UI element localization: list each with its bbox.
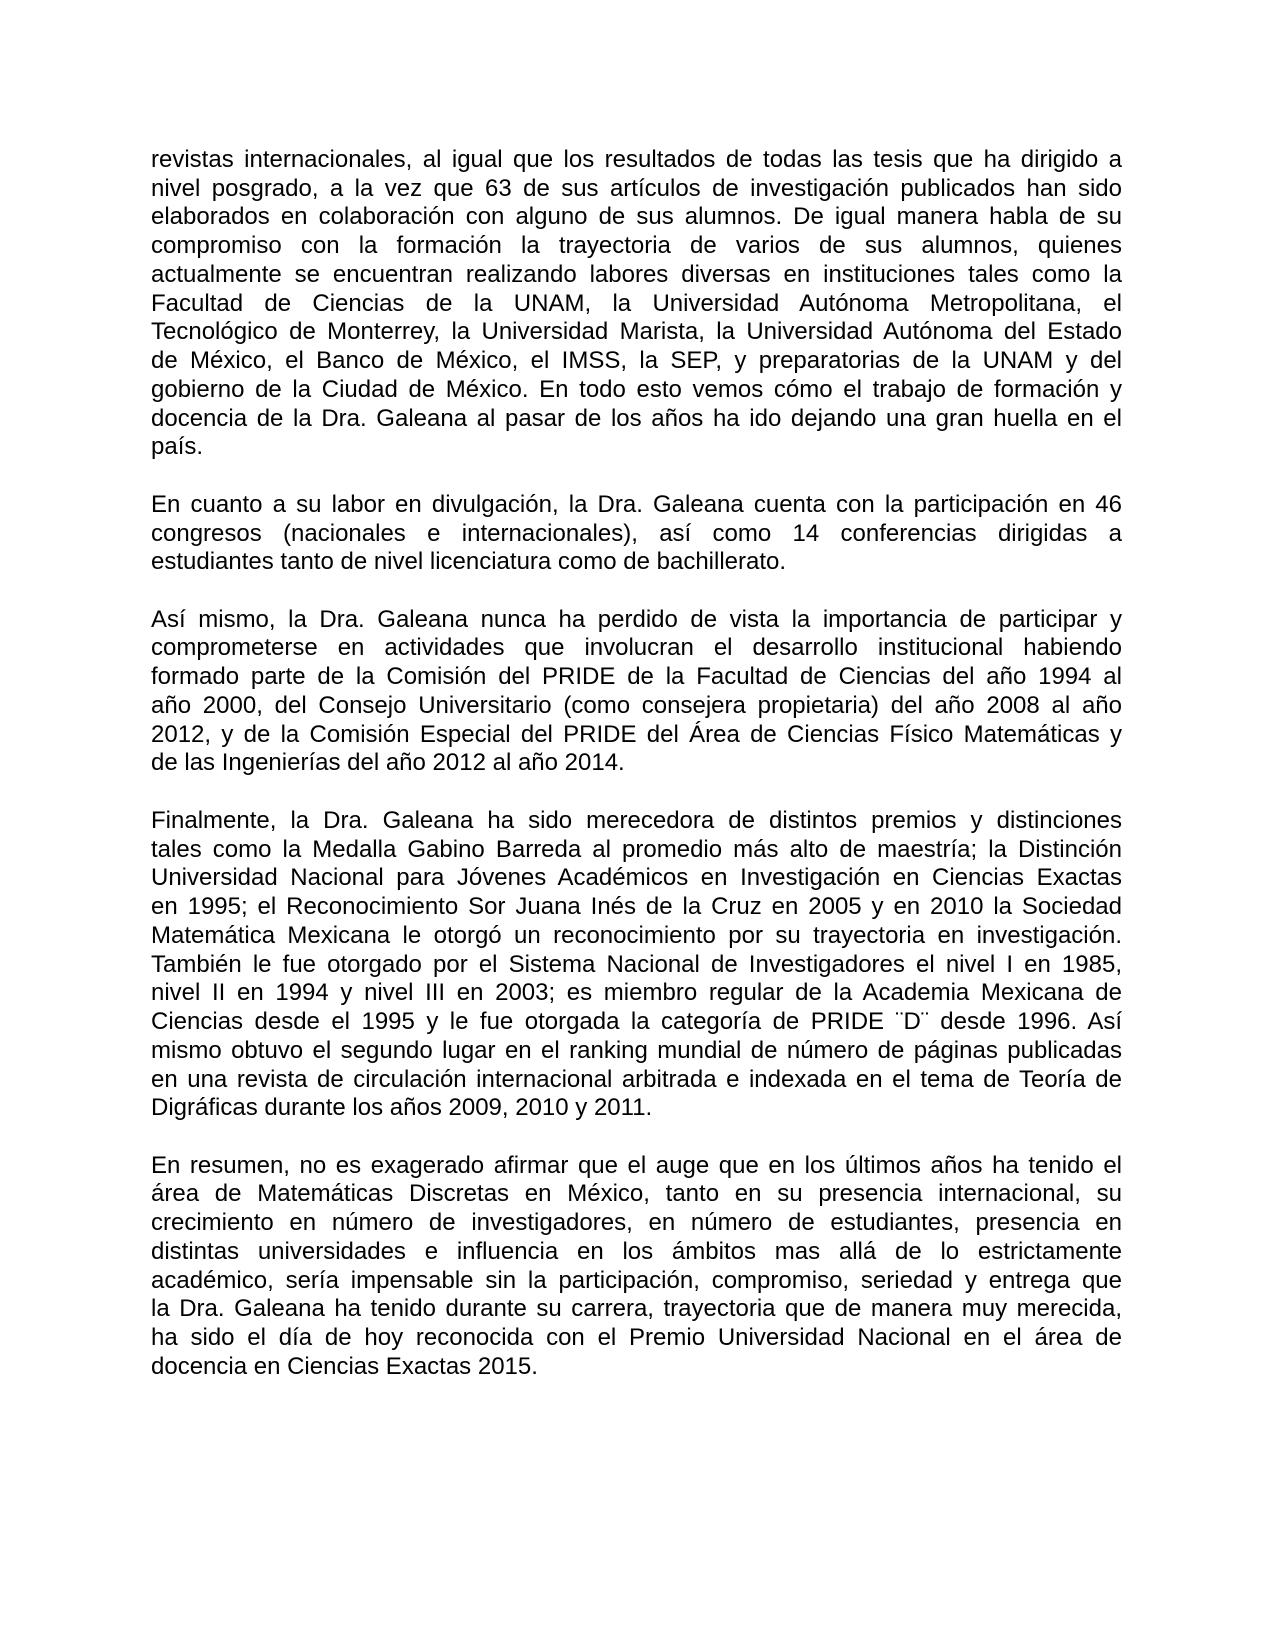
text-line: nivel posgrado, a la vez que 63 de sus artículos de investigación publicados han sido bbox=[151, 174, 1122, 202]
text-line: Digráficas durante los años 2009, 2010 y 2011. bbox=[151, 1094, 653, 1122]
text-line: Matemática Mexicana le otorgó un reconocimiento por su trayectoria en investigación. bbox=[151, 921, 1122, 949]
text-line: año 2000, del Consejo Universitario (como consejera propietaria) del año 2008 al año bbox=[151, 691, 1122, 719]
text-line: estudiantes tanto de nivel licenciatura como de bachillerato. bbox=[151, 548, 787, 576]
text-line: en 1995; el Reconocimiento Sor Juana Inés de la Cruz en 2005 y en 2010 la Sociedad bbox=[151, 893, 1122, 921]
text-line: área de Matemáticas Discretas en México, tanto en su presencia internacional, su bbox=[151, 1180, 1122, 1208]
text-line: gobierno de la Ciudad de México. En todo esto vemos cómo el trabajo de formación y bbox=[151, 375, 1122, 403]
paragraph-formacion bbox=[151, 146, 1122, 462]
text-line: formado parte de la Comisión del PRIDE de la Facultad de Ciencias del año 1994 al bbox=[151, 663, 1122, 691]
text-line: tales como la Medalla Gabino Barreda al promedio más alto de maestría; la Distinción bbox=[151, 835, 1122, 863]
text-line: de México, el Banco de México, el IMSS, la SEP, y preparatorias de la UNAM y del bbox=[151, 347, 1122, 375]
text-line: También le fue otorgado por el Sistema Nacional de Investigadores el nivel I en 1985, bbox=[151, 950, 1122, 978]
text-line: Finalmente, la Dra. Galeana ha sido merecedora de distintos premios y distinciones bbox=[151, 806, 1122, 834]
paragraph-resumen bbox=[151, 1152, 1122, 1382]
text-line: crecimiento en número de investigadores, en número de estudiantes, presencia en bbox=[151, 1209, 1122, 1237]
text-line: nivel II en 1994 y nivel III en 2003; es miembro regular de la Academia Mexicana de bbox=[151, 979, 1122, 1007]
document-page bbox=[151, 146, 1122, 1410]
paragraph-premios bbox=[151, 807, 1122, 1123]
text-line: En resumen, no es exagerado afirmar que el auge que en los últimos años ha tenido el bbox=[151, 1151, 1122, 1179]
text-line: Así mismo, la Dra. Galeana nunca ha perdido de vista la importancia de participar y bbox=[151, 605, 1122, 633]
text-line: Ciencias desde el 1995 y le fue otorgada la categoría de PRIDE ¨D¨ desde 1996. Así bbox=[151, 1008, 1122, 1036]
text-line: compromiso con la formación la trayectoria de varios de sus alumnos, quienes bbox=[151, 232, 1122, 260]
text-line: de las Ingenierías del año 2012 al año 2014. bbox=[151, 749, 625, 777]
text-line: docencia de la Dra. Galeana al pasar de los años ha ido dejando una gran huella en el bbox=[151, 404, 1122, 432]
text-line: 2012, y de la Comisión Especial del PRIDE del Área de Ciencias Físico Matemáticas y bbox=[151, 720, 1122, 748]
text-line: docencia en Ciencias Exactas 2015. bbox=[151, 1352, 538, 1380]
text-line: revistas internacionales, al igual que los resultados de todas las tesis que ha dirigido a bbox=[151, 146, 1122, 173]
text-line: actualmente se encuentran realizando labores diversas en instituciones tales como la bbox=[151, 260, 1122, 288]
text-line: ha sido el día de hoy reconocida con el Premio Universidad Nacional en el área de bbox=[151, 1324, 1122, 1352]
text-line: En cuanto a su labor en divulgación, la Dra. Galeana cuenta con la participación en 46 bbox=[151, 490, 1122, 518]
text-line: congresos (nacionales e internacionales), así como 14 conferencias dirigidas a bbox=[151, 519, 1122, 547]
text-line: distintas universidades e influencia en los ámbitos mas allá de lo estrictamente bbox=[151, 1237, 1122, 1265]
text-line: Universidad Nacional para Jóvenes Académicos en Investigación en Ciencias Exactas bbox=[151, 864, 1122, 892]
text-line: comprometerse en actividades que involucran el desarrollo institucional habiendo bbox=[151, 634, 1122, 662]
text-line: en una revista de circulación internacional arbitrada e indexada en el tema de Teoría de bbox=[151, 1065, 1122, 1093]
paragraph-divulgacion bbox=[151, 491, 1122, 577]
text-line: académico, sería impensable sin la participación, compromiso, seriedad y entrega que bbox=[151, 1266, 1122, 1294]
paragraph-desarrollo-institucional bbox=[151, 606, 1122, 778]
text-line: Tecnológico de Monterrey, la Universidad Marista, la Universidad Autónoma del Estado bbox=[151, 318, 1122, 346]
text-line: elaborados en colaboración con alguno de sus alumnos. De igual manera habla de su bbox=[151, 203, 1122, 231]
text-line: mismo obtuvo el segundo lugar en el ranking mundial de número de páginas publicadas bbox=[151, 1036, 1122, 1064]
text-line: país. bbox=[151, 433, 204, 461]
text-line: Facultad de Ciencias de la UNAM, la Universidad Autónoma Metropolitana, el bbox=[151, 289, 1122, 317]
text-line: la Dra. Galeana ha tenido durante su carrera, trayectoria que de manera muy merecida, bbox=[151, 1295, 1122, 1323]
